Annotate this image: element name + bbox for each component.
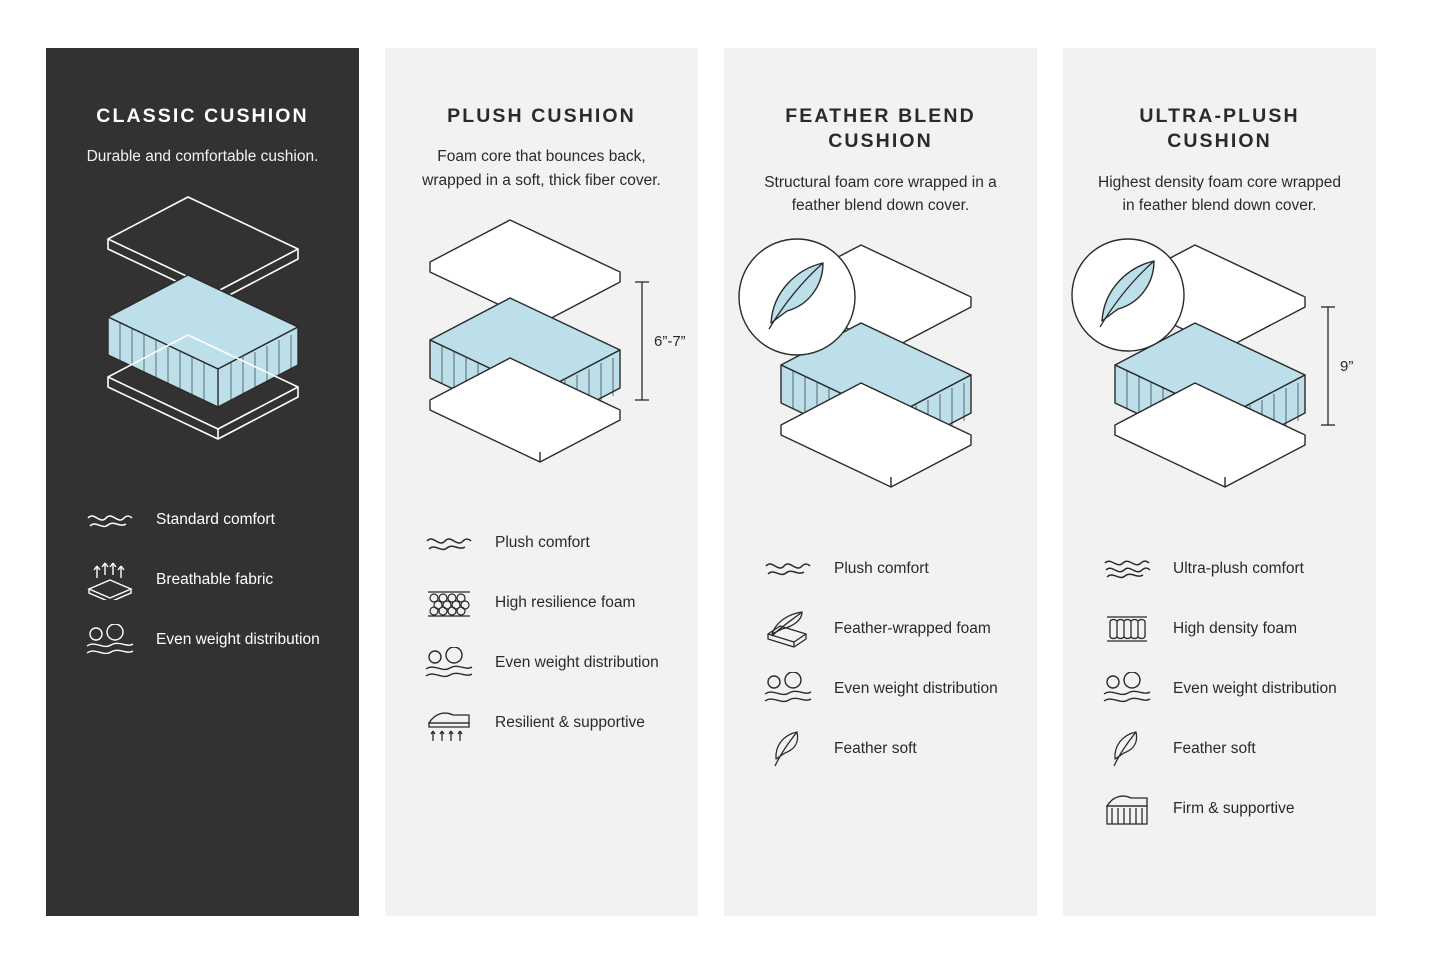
feature-list <box>1063 549 1376 829</box>
feather-badge <box>1072 239 1184 351</box>
feature-list <box>46 501 359 661</box>
dimension-label: 6”-7” <box>653 332 686 350</box>
dimension-label: 9” <box>1339 358 1353 376</box>
weight-distribution-icon <box>421 644 477 684</box>
feature-item <box>82 621 329 661</box>
breathable-fabric-icon <box>82 561 138 601</box>
feature-item <box>760 549 1007 589</box>
feather-wrapped-foam-icon <box>760 609 816 649</box>
feature-label: Breathable fabric <box>156 571 274 589</box>
feature-item <box>1099 729 1346 769</box>
resilient-support-icon <box>421 704 477 744</box>
cushion-exploded-illustration <box>724 235 1037 535</box>
card-description: Structural foam core wrapped in a feather blend down cover. <box>764 173 997 214</box>
feature-item <box>760 669 1007 709</box>
weight-distribution-icon <box>1099 669 1155 709</box>
card-plush-cushion <box>385 48 698 916</box>
feature-item <box>1099 609 1346 649</box>
feature-label: Resilient & supportive <box>495 714 645 732</box>
feature-label: Feather-wrapped foam <box>834 619 991 637</box>
card-ultra-plush-cushion <box>1063 48 1376 916</box>
feature-list <box>724 549 1037 769</box>
feature-item <box>1099 549 1346 589</box>
feature-item <box>1099 669 1346 709</box>
feature-item <box>421 704 668 744</box>
feature-label: Even weight distribution <box>1173 679 1337 697</box>
feature-label: Firm & supportive <box>1173 799 1295 817</box>
wave-comfort-icon <box>760 549 816 589</box>
feature-label: Plush comfort <box>834 559 929 577</box>
feature-item <box>82 561 329 601</box>
card-classic-cushion <box>46 48 359 916</box>
high-density-foam-icon <box>1099 609 1155 649</box>
feature-label: Feather soft <box>834 739 917 757</box>
cushion-exploded-illustration <box>46 187 359 487</box>
feather-badge <box>739 239 855 355</box>
card-feather-blend-cushion <box>724 48 1037 916</box>
card-title: ULTRA-PLUSH CUSHION <box>1139 105 1300 153</box>
card-description: Highest density foam core wrapped in feather blend down cover. <box>1098 173 1341 214</box>
feather-icon <box>760 729 816 769</box>
wave-comfort-icon <box>421 524 477 564</box>
feature-label: High resilience foam <box>495 594 636 612</box>
feature-label: Even weight distribution <box>495 654 659 672</box>
feather-icon <box>1099 729 1155 769</box>
cushion-exploded-illustration <box>1063 235 1376 535</box>
card-title: CLASSIC CUSHION <box>96 105 309 127</box>
feature-label: Ultra-plush comfort <box>1173 559 1304 577</box>
feature-item <box>760 729 1007 769</box>
feature-label: Feather soft <box>1173 739 1256 757</box>
wave-comfort-icon <box>82 501 138 541</box>
feature-item <box>760 609 1007 649</box>
wave-comfort-icon <box>1099 549 1155 589</box>
feature-list <box>385 524 698 744</box>
card-description: Durable and comfortable cushion. <box>86 148 319 166</box>
high-resilience-foam-icon <box>421 584 477 624</box>
feature-item <box>1099 789 1346 829</box>
card-title: FEATHER BLEND CUSHION <box>785 105 976 153</box>
card-title: PLUSH CUSHION <box>447 105 636 127</box>
feature-item <box>421 524 668 564</box>
weight-distribution-icon <box>760 669 816 709</box>
feature-item <box>421 584 668 624</box>
cushion-exploded-illustration <box>385 210 698 510</box>
feature-label: Plush comfort <box>495 534 590 552</box>
feature-item <box>82 501 329 541</box>
card-description: Foam core that bounces back, wrapped in a soft, thick fiber cover. <box>422 148 661 189</box>
weight-distribution-icon <box>82 621 138 661</box>
feature-item <box>421 644 668 684</box>
feature-label: High density foam <box>1173 619 1298 637</box>
feature-label: Standard comfort <box>156 511 275 529</box>
feature-label: Even weight distribution <box>156 631 320 649</box>
feature-label: Even weight distribution <box>834 679 998 697</box>
firm-support-icon <box>1099 789 1155 829</box>
